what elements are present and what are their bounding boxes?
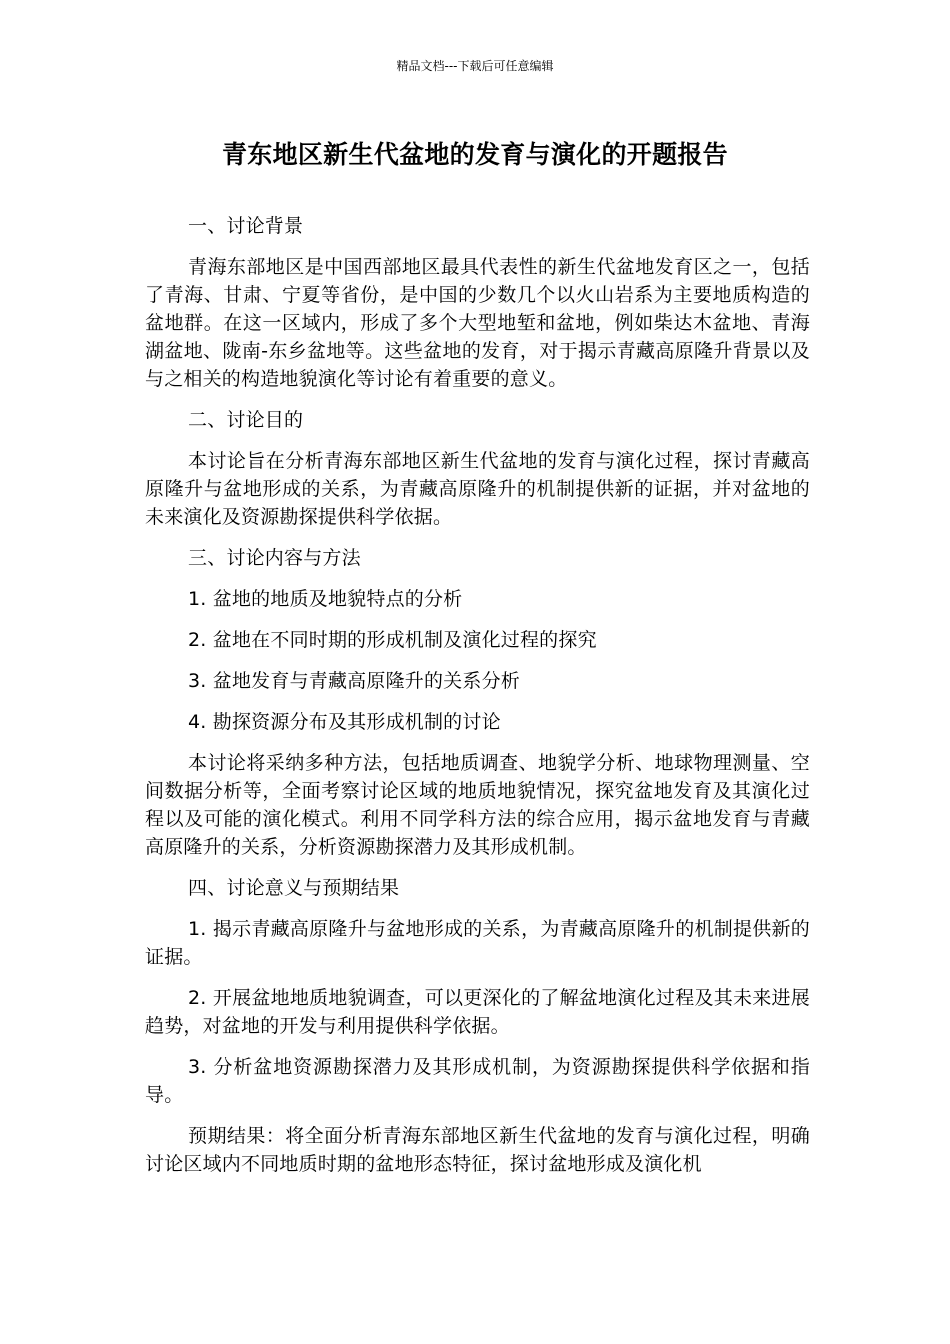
list-item: 2. 盆地在不同时期的形成机制及演化过程的探究 <box>188 629 597 651</box>
paragraph-background: 青海东部地区是中国西部地区最具代表性的新生代盆地发育区之一，包括了青海、甘肃、宁夏等省份，是中国的少数几个以火山岩系为主要地质构造的盆地群。在这一区域内，形成了多个大型地堑和盆地，例如柴达木盆地、青海湖盆地、陇南-东乡盆地等。这些盆地的发育，对于揭示青藏高原隆升背景以及与之相关的构造地貌演化等讨论有着重要的意义。 <box>145 256 810 390</box>
document-body <box>145 212 810 1191</box>
list-item: 3. 分析盆地资源勘探潜力及其形成机制，为资源勘探提供科学依据和指导。 <box>145 1056 810 1106</box>
list-item: 3. 盆地发育与青藏高原隆升的关系分析 <box>188 670 520 692</box>
paragraph-expected-results: 预期结果：将全面分析青海东部地区新生代盆地的发育与演化过程，明确讨论区域内不同地质时期的盆地形态特征，探讨盆地形成及演化机 <box>145 1125 810 1175</box>
document-title: 青东地区新生代盆地的发育与演化的开题报告 <box>221 140 728 169</box>
paragraph-methods: 本讨论将采纳多种方法，包括地质调查、地貌学分析、地球物理测量、空间数据分析等，全面考察讨论区域的地质地貌情况，探究盆地发育及其演化过程以及可能的演化模式。利用不同学科方法的综合应用，揭示盆地发育与青藏高原隆升的关系，分析资源勘探潜力及其形成机制。 <box>145 752 810 858</box>
section-heading-content-methods: 三、讨论内容与方法 <box>188 547 361 569</box>
section-heading-purpose: 二、讨论目的 <box>188 409 304 431</box>
page-header: 精品文档---下载后可任意编辑 <box>396 59 554 73</box>
list-item: 1. 盆地的地质及地貌特点的分析 <box>188 588 463 610</box>
list-item: 1. 揭示青藏高原隆升与盆地形成的关系，为青藏高原隆升的机制提供新的证据。 <box>145 918 810 968</box>
section-heading-significance: 四、讨论意义与预期结果 <box>188 877 400 899</box>
list-item: 4. 勘探资源分布及其形成机制的讨论 <box>188 711 501 733</box>
list-item: 2. 开展盆地地质地貌调查，可以更深化的了解盆地演化过程及其未来进展趋势，对盆地的开发与利用提供科学依据。 <box>145 987 810 1037</box>
section-heading-background: 一、讨论背景 <box>188 215 304 237</box>
paragraph-purpose: 本讨论旨在分析青海东部地区新生代盆地的发育与演化过程，探讨青藏高原隆升与盆地形成的关系，为青藏高原隆升的机制提供新的证据，并对盆地的未来演化及资源勘探提供科学依据。 <box>145 450 810 528</box>
